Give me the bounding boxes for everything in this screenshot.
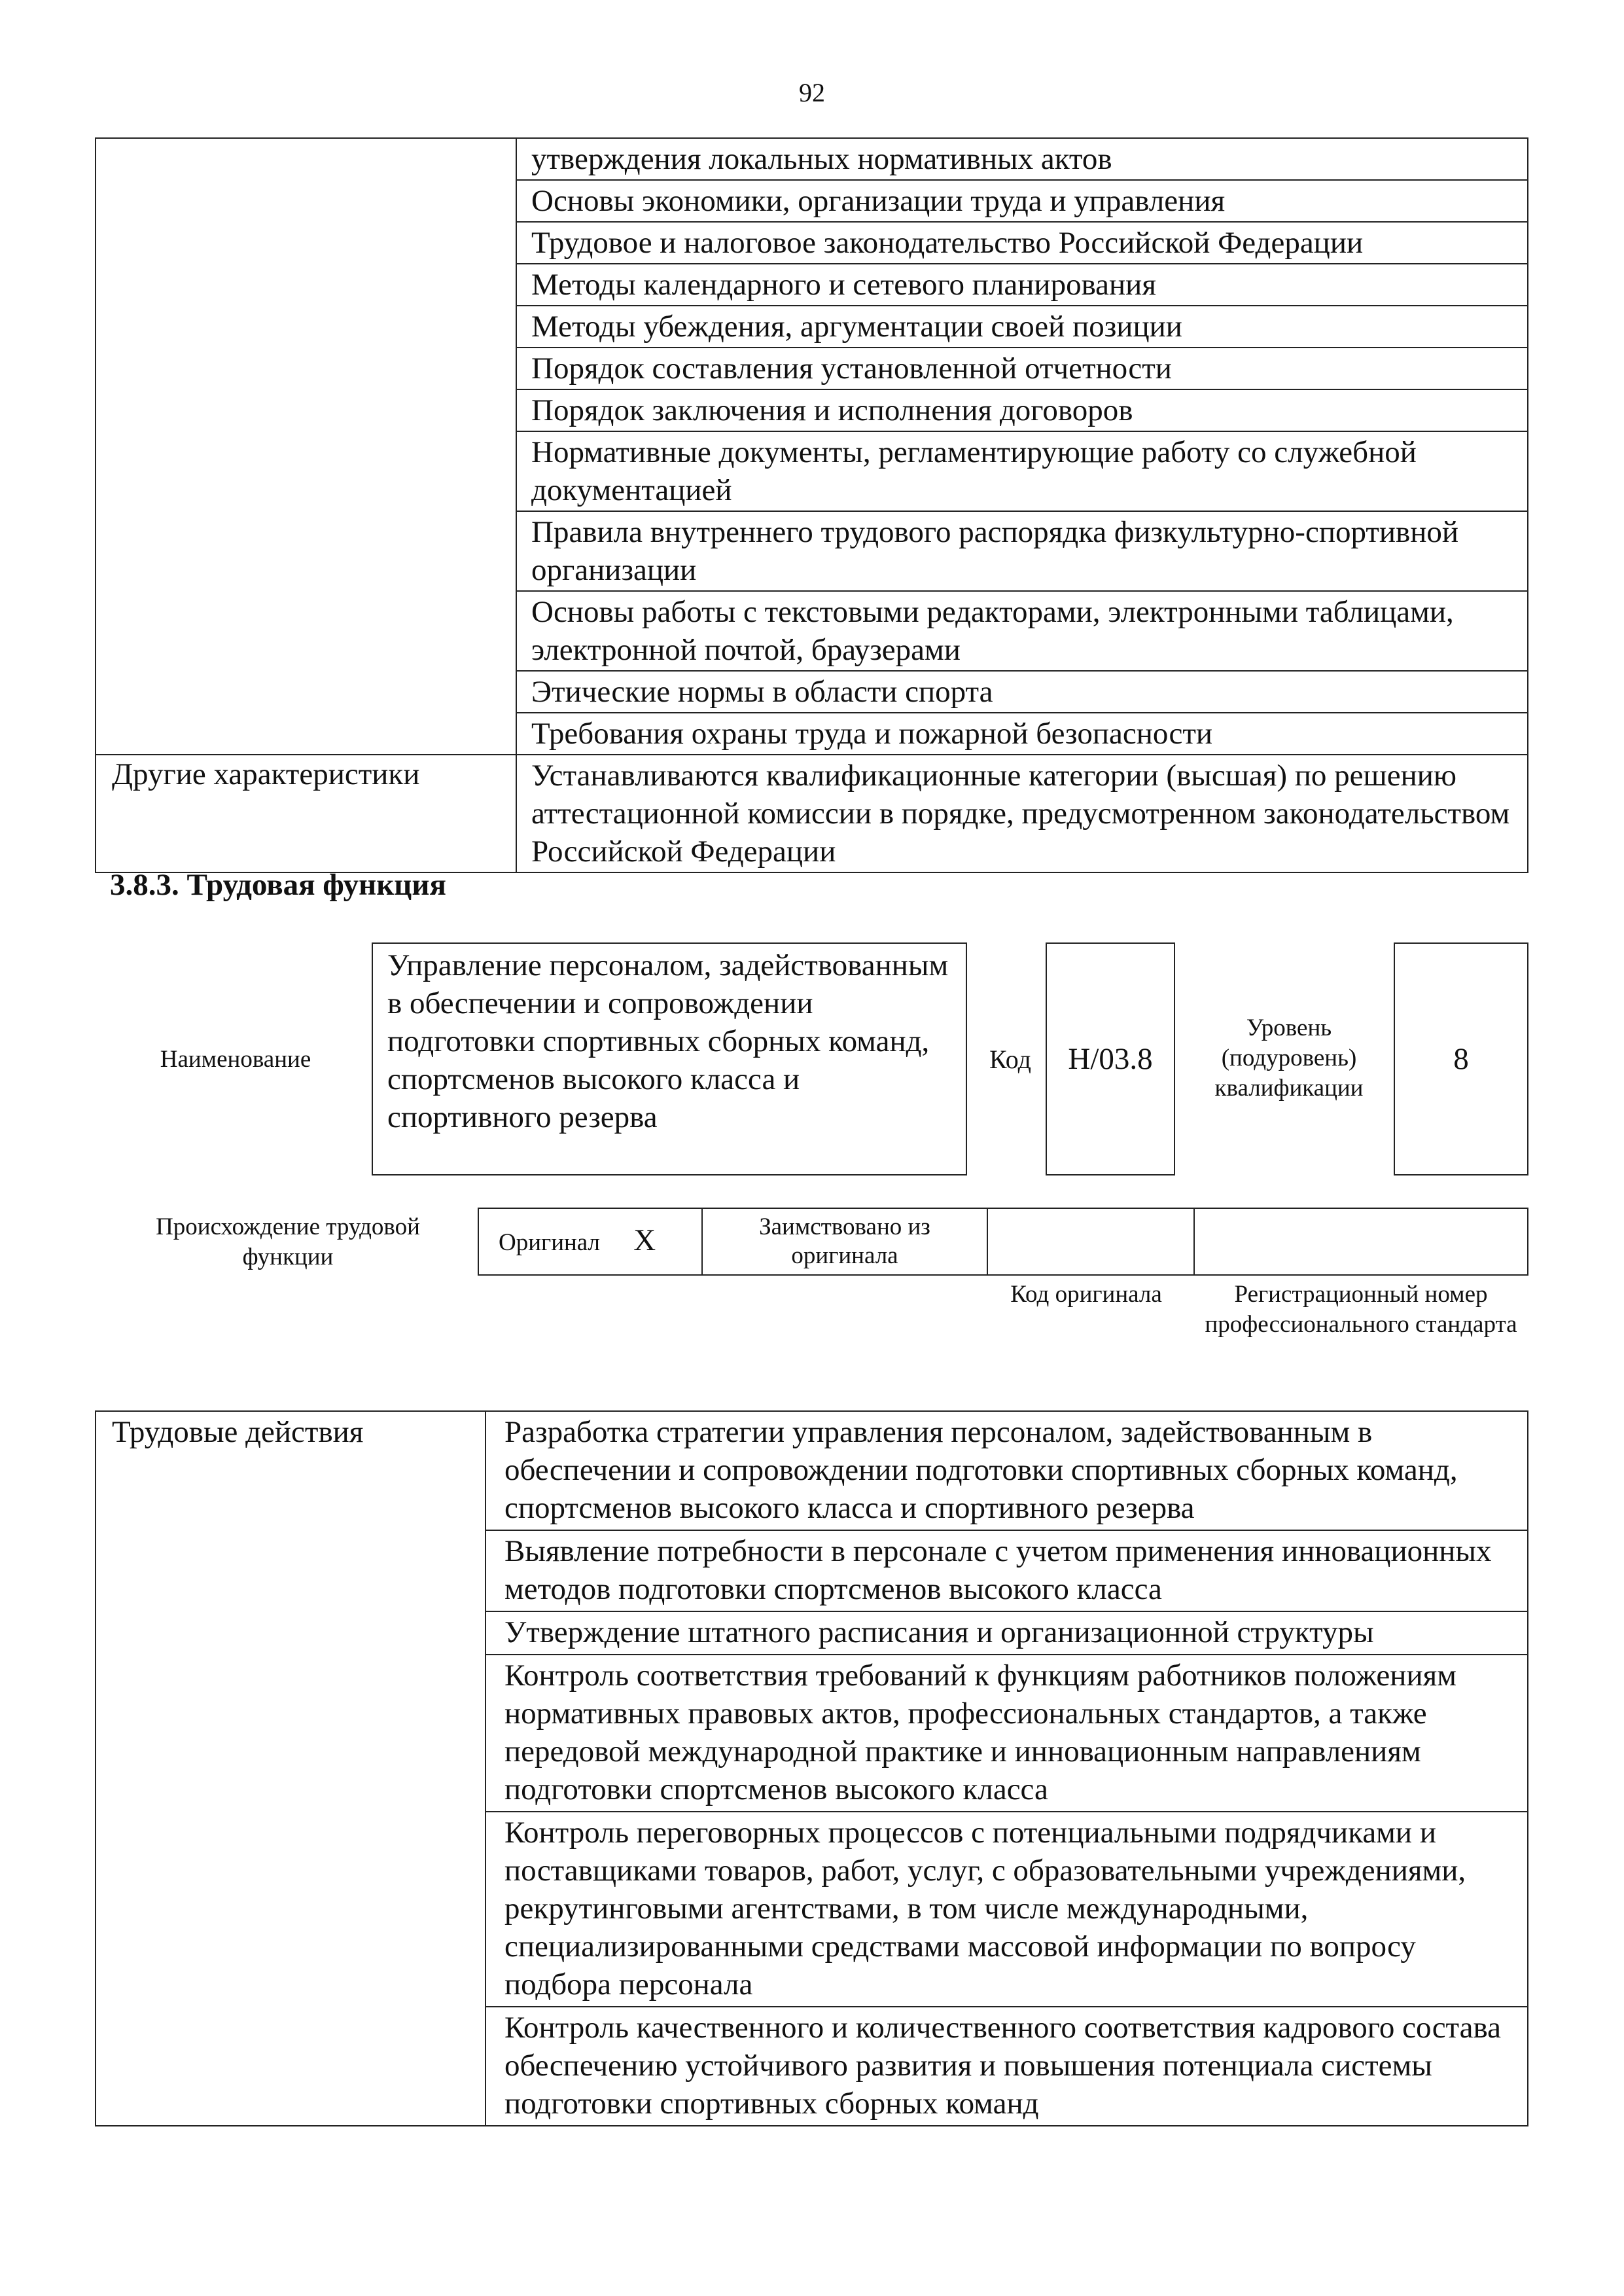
origin-label: Происхождение трудовой функции	[156, 1213, 420, 1270]
labor-action-item: Выявление потребности в персонале с учетом применения инновационных методов подготовки спортсменов высокого класса	[485, 1530, 1528, 1611]
registration-number-caption: Регистрационный номер профессионального стандарта	[1205, 1281, 1517, 1338]
other-characteristics-label: Другие характеристики	[96, 755, 516, 872]
labor-action-item: Утверждение штатного расписания и организационной структуры	[485, 1611, 1528, 1655]
original-code-caption: Код оригинала	[1010, 1281, 1162, 1308]
labor-action-item: Контроль качественного и количественного соответствия кадрового состава обеспечению устойчивого развития и повышения потенциала системы подготовки спортивных сборных команд	[485, 2007, 1528, 2126]
section-heading: 3.8.3. Трудовая функция	[110, 868, 446, 902]
table-row	[96, 1411, 1528, 1530]
code-box	[1046, 942, 1175, 1175]
level-value: 8	[1453, 1042, 1469, 1076]
knowledge-item: Методы убеждения, аргументации своей позиции	[516, 306, 1528, 348]
knowledge-item: Правила внутреннего трудового распорядка физкультурно-спортивной организации	[516, 511, 1528, 591]
knowledge-item: Методы календарного и сетевого планирования	[516, 264, 1528, 306]
labor-actions-table	[95, 1410, 1528, 2126]
labor-action-item: Контроль соответствия требований к функциям работников положениям нормативных правовых актов, профессиональных стандартов, а также передовой международной практике и инновационным направлениям подготовки спортсменов высокого класса	[485, 1655, 1528, 1812]
labor-actions-label: Трудовые действия	[96, 1411, 485, 2126]
name-label: Наименование	[160, 1046, 311, 1073]
labor-action-item: Контроль переговорных процессов с потенциальными подрядчиками и поставщиками товаров, работ, услуг, с образовательными учреждениями, рекрутинговыми агентствами, в том числе международными, специализированными средствами массовой информации по вопросу подбора персонала	[485, 1812, 1528, 2007]
knowledge-item: Этические нормы в области спорта	[516, 671, 1528, 713]
labor-action-item: Разработка стратегии управления персоналом, задействованным в обеспечении и сопровождении подготовки спортивных сборных команд, спортсменов высокого класса и спортивного резерва	[485, 1411, 1528, 1530]
knowledge-label-cell	[96, 138, 516, 755]
knowledge-item: Основы работы с текстовыми редакторами, электронными таблицами, электронной почтой, браузерами	[516, 591, 1528, 671]
borrowed-cell: Заимствовано из оригинала	[702, 1208, 987, 1275]
knowledge-item: Требования охраны труда и пожарной безопасности	[516, 713, 1528, 755]
knowledge-item: Нормативные документы, регламентирующие работу со служебной документацией	[516, 431, 1528, 511]
knowledge-item: Порядок составления установленной отчетности	[516, 348, 1528, 389]
code-label: Код	[989, 1045, 1031, 1074]
table-row	[96, 138, 1528, 180]
function-name-box: Управление персоналом, задействованным в обеспечении и сопровождении подготовки спортивных сборных команд, спортсменов высокого класса и спортивного резерва	[372, 942, 967, 1175]
table-row	[478, 1208, 1528, 1275]
original-mark: X	[633, 1223, 656, 1257]
knowledge-table	[95, 137, 1528, 873]
original-code-cell	[987, 1208, 1194, 1275]
knowledge-item: Трудовое и налоговое законодательство Российской Федерации	[516, 222, 1528, 264]
page-number: 92	[799, 78, 825, 107]
knowledge-item: утверждения локальных нормативных актов	[516, 138, 1528, 180]
original-label: Оригинал	[499, 1229, 601, 1256]
other-characteristics-value: Устанавливаются квалификационные категории (высшая) по решению аттестационной комиссии в порядке, предусмотренном законодательством Российской Федерации	[516, 755, 1528, 872]
code-value: H/03.8	[1068, 1042, 1153, 1076]
table-row	[96, 755, 1528, 872]
level-label: Уровень (подуровень) квалификации	[1214, 1014, 1364, 1102]
registration-number-cell	[1194, 1208, 1528, 1275]
origin-table	[478, 1208, 1528, 1276]
knowledge-item: Порядок заключения и исполнения договоров	[516, 389, 1528, 431]
knowledge-item: Основы экономики, организации труда и управления	[516, 180, 1528, 222]
level-box	[1394, 942, 1528, 1175]
original-cell	[478, 1208, 702, 1275]
